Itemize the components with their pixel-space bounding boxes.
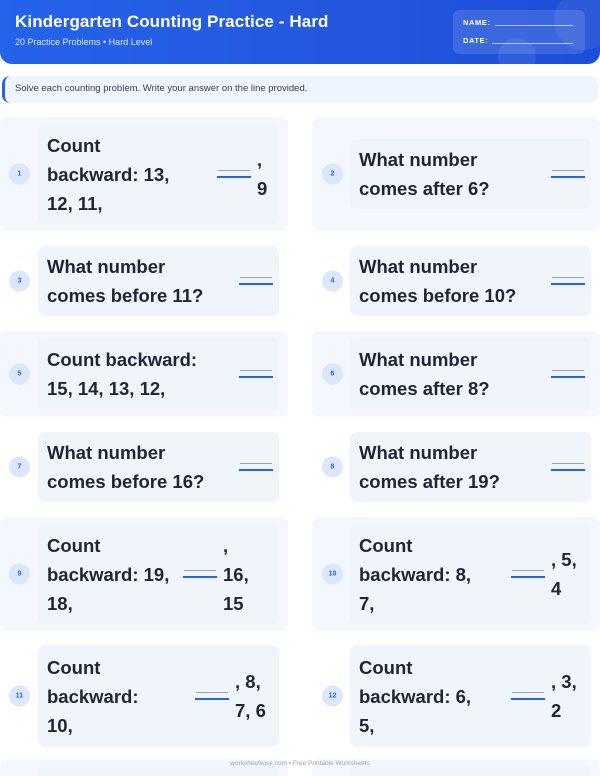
problem-box bbox=[38, 645, 279, 747]
problem-text: Count backward: 6, 5, bbox=[359, 656, 472, 736]
problem-number: 7 bbox=[9, 457, 30, 478]
problem-text: What number comes after 8? bbox=[359, 349, 490, 399]
problem-box bbox=[38, 432, 279, 502]
answer-blank[interactable] bbox=[239, 370, 273, 378]
page-subtitle: 20 Practice Problems • Hard Level bbox=[15, 37, 153, 47]
problem-number: 8 bbox=[322, 457, 343, 478]
problem-text: Count backward: 15, 14, 13, 12, bbox=[47, 349, 198, 399]
answer-blank[interactable] bbox=[551, 463, 585, 471]
problem-text: What number comes after 6? bbox=[359, 149, 490, 199]
problem-box bbox=[350, 246, 591, 316]
answer-blank[interactable] bbox=[195, 692, 229, 700]
problem-text: Count backward: 10, bbox=[47, 656, 139, 736]
answer-blank[interactable] bbox=[511, 692, 545, 700]
answer-blank[interactable] bbox=[239, 277, 273, 285]
problem-card bbox=[0, 117, 288, 231]
answer-blank[interactable] bbox=[511, 570, 545, 578]
name-field[interactable] bbox=[495, 25, 573, 26]
problem-box bbox=[350, 139, 591, 209]
problem-card bbox=[312, 331, 600, 417]
problem-box bbox=[38, 524, 279, 624]
problem-text: Count backward: 8, 7, bbox=[359, 534, 472, 614]
problem-number: 5 bbox=[9, 364, 30, 385]
problem-number: 11 bbox=[9, 686, 30, 707]
name-date-box bbox=[453, 10, 585, 54]
problem-card bbox=[0, 641, 288, 751]
problem-number: 1 bbox=[9, 164, 30, 185]
problem-suffix: , 16, 15 bbox=[223, 534, 249, 614]
answer-blank[interactable] bbox=[551, 277, 585, 285]
worksheet-header bbox=[0, 0, 600, 64]
problem-text: What number comes before 16? bbox=[47, 442, 205, 492]
date-label: DATE: bbox=[463, 36, 489, 45]
problem-card bbox=[0, 241, 288, 321]
problem-box bbox=[350, 766, 591, 776]
problem-number: 9 bbox=[9, 564, 30, 585]
problem-card bbox=[312, 517, 600, 631]
problem-box bbox=[350, 524, 591, 624]
problem-number: 2 bbox=[322, 164, 343, 185]
problem-number: 6 bbox=[322, 364, 343, 385]
problem-number: 12 bbox=[322, 686, 343, 707]
problem-text: Count backward: 13, 12, 11, bbox=[47, 134, 170, 214]
problem-box bbox=[38, 766, 279, 776]
date-field[interactable] bbox=[492, 43, 573, 44]
problem-box bbox=[350, 432, 591, 502]
problem-number: 3 bbox=[9, 271, 30, 292]
problem-box bbox=[350, 645, 591, 747]
answer-blank[interactable] bbox=[551, 170, 585, 178]
problem-suffix: , 3, 2 bbox=[551, 671, 577, 721]
problem-card bbox=[0, 331, 288, 417]
name-row bbox=[463, 18, 573, 27]
problem-card bbox=[312, 117, 600, 231]
footer-credit: worksheetwise.com • Free Printable Worksheets bbox=[230, 760, 370, 767]
problem-number: 10 bbox=[322, 564, 343, 585]
problem-card bbox=[312, 427, 600, 507]
date-row bbox=[463, 36, 573, 45]
name-label: NAME: bbox=[463, 18, 491, 27]
problem-suffix: , 8, 7, 6 bbox=[235, 671, 266, 721]
problem-card bbox=[0, 517, 288, 631]
problem-box bbox=[38, 246, 279, 316]
page-title: Kindergarten Counting Practice - Hard bbox=[15, 12, 329, 31]
problem-suffix: , 9 bbox=[257, 149, 268, 199]
problem-box bbox=[38, 124, 279, 224]
problem-text: What number comes after 19? bbox=[359, 442, 500, 492]
problem-box bbox=[38, 338, 279, 410]
answer-blank[interactable] bbox=[217, 170, 251, 178]
answer-blank[interactable] bbox=[183, 570, 217, 578]
problem-number: 4 bbox=[322, 271, 343, 292]
answer-blank[interactable] bbox=[239, 463, 273, 471]
problem-card bbox=[312, 241, 600, 321]
problem-card bbox=[0, 427, 288, 507]
answer-blank[interactable] bbox=[551, 370, 585, 378]
problem-text: What number comes before 10? bbox=[359, 256, 517, 306]
problem-card bbox=[312, 641, 600, 751]
problem-box bbox=[350, 338, 591, 410]
problem-text: What number comes before 11? bbox=[47, 256, 204, 306]
problem-text: Count backward: 19, 18, bbox=[47, 534, 170, 614]
instructions-banner: Solve each counting problem. Write your answer on the line provided. bbox=[2, 76, 598, 103]
problem-suffix: , 5, 4 bbox=[551, 549, 577, 599]
